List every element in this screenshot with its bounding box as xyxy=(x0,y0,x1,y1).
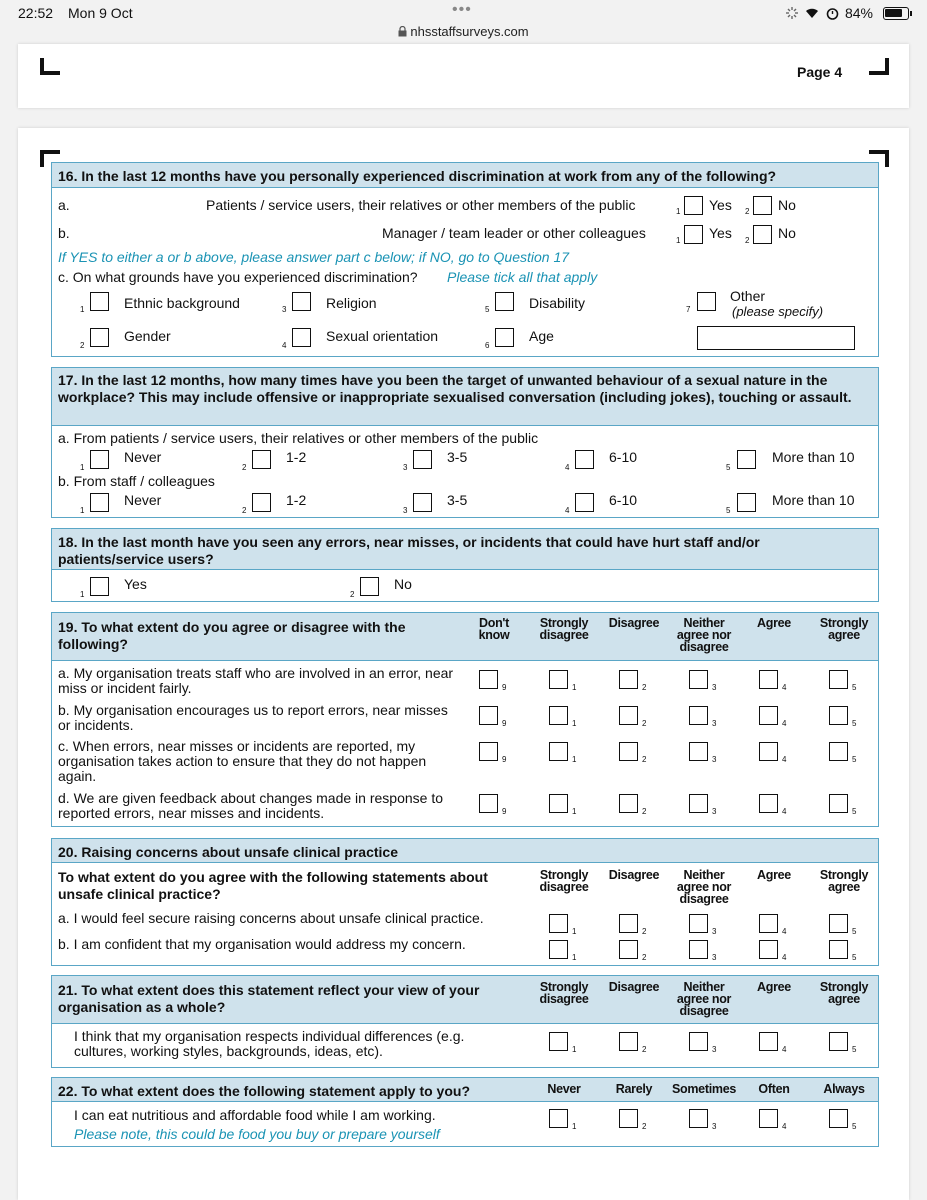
q16-a-no-label: No xyxy=(778,197,796,213)
q17-b-6-10-checkbox[interactable] xyxy=(575,493,594,512)
q17-a-1-2-checkbox[interactable] xyxy=(252,450,271,469)
q22-col-never: Never xyxy=(547,1082,581,1096)
q22-option-code: 3 xyxy=(712,1122,717,1131)
q22-note: Please note, this could be food you buy or prepare yourself xyxy=(74,1126,440,1142)
q19-option-code: 2 xyxy=(642,719,647,728)
q21-row1-option1-checkbox[interactable] xyxy=(549,1032,568,1051)
q19-item-d: d. We are given feedback about changes made in response to reported errors, near misses and incidents. xyxy=(58,790,443,821)
q19-option-code: 3 xyxy=(712,683,717,692)
q19-option-code: 9 xyxy=(502,755,507,764)
q19-row2-option5-checkbox[interactable] xyxy=(829,706,848,725)
q20-col-agree: Agree xyxy=(757,868,791,882)
q17-b-3-5-label: 3-5 xyxy=(447,492,468,508)
q20-row2-option3-checkbox[interactable] xyxy=(689,940,708,959)
q20-row1-option4-checkbox[interactable] xyxy=(759,914,778,933)
q17-a-never-checkbox[interactable] xyxy=(90,450,109,469)
q20-item-a: a. I would feel secure raising concerns about unsafe clinical practice. xyxy=(58,910,484,926)
q20-row2-option2-checkbox[interactable] xyxy=(619,940,638,959)
q19-title: 19. To what extent do you agree or disagree with the following? xyxy=(58,619,406,652)
question-18: 18. In the last month have you seen any errors, near misses, or incidents that could have hurt staff and/or patients/service users? 1 Yes 2 No xyxy=(51,528,879,602)
q20-row2-option4-checkbox[interactable] xyxy=(759,940,778,959)
question-22 xyxy=(51,1077,879,1147)
q22-row1-option3-checkbox[interactable] xyxy=(689,1109,708,1128)
q17-b-text: b. From staff / colleagues xyxy=(58,473,215,489)
q17-b-more-than-10-label: More than 10 xyxy=(772,492,855,508)
q20-option-code: 2 xyxy=(642,953,647,962)
q17-b-never-label: Never xyxy=(124,492,162,508)
q19-col-dont-know: Don't know xyxy=(478,616,510,642)
q19-option-code: 4 xyxy=(782,719,787,728)
q20-col-strongly-disagree: Strongly disagree xyxy=(539,868,589,894)
q21-item: I think that my organisation respects individual differences (e.g. cultures, working styles, backgrounds, ideas, etc). xyxy=(74,1028,465,1059)
ground-age-checkbox[interactable] xyxy=(495,328,514,347)
q21-option-code: 4 xyxy=(782,1045,787,1054)
q19-row4-option4-checkbox[interactable] xyxy=(759,794,778,813)
q19-row1-option5-checkbox[interactable] xyxy=(829,670,848,689)
q19-row3-option1-checkbox[interactable] xyxy=(549,742,568,761)
ground-other-label: Other xyxy=(730,288,766,304)
ground-disability-checkbox[interactable] xyxy=(495,292,514,311)
other-specify-field[interactable] xyxy=(697,326,855,350)
page-3-bottom xyxy=(18,44,909,108)
battery-percent: 84% xyxy=(844,5,873,21)
q16-b-yes-label: Yes xyxy=(709,225,732,241)
ground-ethnic-checkbox[interactable] xyxy=(90,292,109,311)
q21-row1-option2-checkbox[interactable] xyxy=(619,1032,638,1051)
q18-no-checkbox[interactable] xyxy=(360,577,379,596)
status-date: Mon 9 Oct xyxy=(68,5,133,21)
q21-col-strongly-agree: Strongly agree xyxy=(819,980,869,1006)
ground-sexual-orientation-checkbox[interactable] xyxy=(292,328,311,347)
question-16: 16. In the last 12 months have you personally experienced discrimination at work from any of the following? a. Patients / service users, their relatives or other members of the public 1 Yes 2 No b. Manager / team leader or other colleagues 1 Yes 2 No If YES to either a or b above, please answer part c below; if NO, go to Question 17 c. On what grounds have you experienced discrimination? Please tick all that apply 1 Ethnic background 2 Gender 3 Religion 4 Sexual orientation 5 Disability 6 Age 7 Other (please specify) xyxy=(51,162,879,357)
q17-a-more-than-10-checkbox[interactable] xyxy=(737,450,756,469)
q19-option-code: 3 xyxy=(712,755,717,764)
url-text: nhsstaffsurveys.com xyxy=(410,24,529,39)
lock-icon xyxy=(398,26,407,37)
q19-row3-option3-checkbox[interactable] xyxy=(689,742,708,761)
q20-option-code: 4 xyxy=(782,927,787,936)
q22-col-always: Always xyxy=(823,1082,865,1096)
q16-a-yes-checkbox[interactable] xyxy=(684,196,703,215)
ground-other-hint: (please specify) xyxy=(732,304,824,319)
loading-icon xyxy=(786,7,798,19)
q16-a-yes-label: Yes xyxy=(709,197,732,213)
q17-title: 17. In the last 12 months, how many times have you been the target of unwanted behaviour of a sexual nature in the workplace? This may include offensive or inappropriate sexualised conversation (including jokes), touching or assault. xyxy=(58,372,852,405)
q16-a-no-checkbox[interactable] xyxy=(753,196,772,215)
question-17: 17. In the last 12 months, how many times have you been the target of unwanted behaviour of a sexual nature in the workplace? This may include offensive or inappropriate sexualised conversation (including jokes), touching or assault. a. From patients / service users, their relatives or other members of the public b. From staff / colleagues 1 Never 2 1-2 3 3-5 4 6-10 5 More than 10 1 Never 2 1-2 3 3-5 4 6-10 5 More than 10 xyxy=(51,367,879,518)
q17-b-never-checkbox[interactable] xyxy=(90,493,109,512)
question-19 xyxy=(51,612,879,827)
q21-row1-option4-checkbox[interactable] xyxy=(759,1032,778,1051)
q21-col-strongly-disagree: Strongly disagree xyxy=(539,980,589,1006)
address-bar[interactable] xyxy=(0,24,927,39)
q20-option-code: 4 xyxy=(782,953,787,962)
q19-row4-option9-checkbox[interactable] xyxy=(479,794,498,813)
q19-option-code: 4 xyxy=(782,755,787,764)
q17-b-more-than-10-checkbox[interactable] xyxy=(737,493,756,512)
q20-option-code: 2 xyxy=(642,927,647,936)
q20-item-b: b. I am confident that my organisation would address my concern. xyxy=(58,936,466,952)
q22-col-often: Often xyxy=(758,1082,790,1096)
q17-b-6-10-label: 6-10 xyxy=(609,492,638,508)
ground-ethnic-label: Ethnic background xyxy=(124,295,240,311)
q16-a-text: Patients / service users, their relatives or other members of the public xyxy=(206,197,636,213)
q22-col-rarely: Rarely xyxy=(615,1082,653,1096)
q21-option-code: 1 xyxy=(572,1045,577,1054)
q19-col-strongly-agree: Strongly agree xyxy=(819,616,869,642)
q21-row1-option5-checkbox[interactable] xyxy=(829,1032,848,1051)
q19-row3-option9-checkbox[interactable] xyxy=(479,742,498,761)
q17-b-1-2-checkbox[interactable] xyxy=(252,493,271,512)
q16-b-no-label: No xyxy=(778,225,796,241)
q19-option-code: 1 xyxy=(572,755,577,764)
q19-item-b: b. My organisation encourages us to report errors, near misses or incidents. xyxy=(58,702,448,733)
q22-item: I can eat nutritious and affordable food while I am working. xyxy=(74,1107,436,1123)
ground-disability-label: Disability xyxy=(529,295,586,311)
crop-mark xyxy=(869,58,889,75)
q20-col-disagree: Disagree xyxy=(608,868,660,882)
q19-row4-option3-checkbox[interactable] xyxy=(689,794,708,813)
q22-option-code: 4 xyxy=(782,1122,787,1131)
q19-row2-option2-checkbox[interactable] xyxy=(619,706,638,725)
q20-option-code: 5 xyxy=(852,927,857,936)
q16-c-text: c. On what grounds have you experienced discrimination? xyxy=(58,269,418,285)
q19-option-code: 4 xyxy=(782,683,787,692)
q20-row2-option1-checkbox[interactable] xyxy=(549,940,568,959)
q19-col-neither: Neither agree nor disagree xyxy=(676,616,732,654)
q19-row1-option3-checkbox[interactable] xyxy=(689,670,708,689)
browser-more-icon[interactable]: ••• xyxy=(452,1,472,18)
q22-row1-option4-checkbox[interactable] xyxy=(759,1109,778,1128)
ground-other-checkbox[interactable] xyxy=(697,292,716,311)
q20-option-code: 3 xyxy=(712,927,717,936)
q20-subtitle: To what extent do you agree with the following statements about unsafe clinical practice? xyxy=(58,869,488,902)
q19-option-code: 5 xyxy=(852,755,857,764)
question-21 xyxy=(51,975,879,1068)
q20-row1-option1-checkbox[interactable] xyxy=(549,914,568,933)
q22-title: 22. To what extent does the following statement apply to you? xyxy=(58,1083,471,1099)
q17-a-6-10-label: 6-10 xyxy=(609,449,638,465)
q21-row1-option3-checkbox[interactable] xyxy=(689,1032,708,1051)
q22-row1-option2-checkbox[interactable] xyxy=(619,1109,638,1128)
q22-option-code: 1 xyxy=(572,1122,577,1131)
q21-col-neither: Neither agree nor disagree xyxy=(676,980,732,1018)
q21-col-agree: Agree xyxy=(757,980,791,994)
q17-a-6-10-checkbox[interactable] xyxy=(575,450,594,469)
q19-option-code: 9 xyxy=(502,719,507,728)
q19-row3-option2-checkbox[interactable] xyxy=(619,742,638,761)
q16-b-letter: b. xyxy=(58,225,70,241)
q19-row1-option2-checkbox[interactable] xyxy=(619,670,638,689)
ground-age-label: Age xyxy=(529,328,554,344)
q19-row2-option9-checkbox[interactable] xyxy=(479,706,498,725)
q17-a-3-5-label: 3-5 xyxy=(447,449,468,465)
status-bar xyxy=(0,0,927,26)
ground-religion-label: Religion xyxy=(326,295,377,311)
q19-option-code: 3 xyxy=(712,807,717,816)
ground-gender-checkbox[interactable] xyxy=(90,328,109,347)
q20-row1-option2-checkbox[interactable] xyxy=(619,914,638,933)
q19-option-code: 3 xyxy=(712,719,717,728)
q16-a-letter: a. xyxy=(58,197,70,213)
q19-row3-option5-checkbox[interactable] xyxy=(829,742,848,761)
q16-b-yes-checkbox[interactable] xyxy=(684,225,703,244)
q19-option-code: 5 xyxy=(852,807,857,816)
page-number: Page 4 xyxy=(797,64,843,80)
q18-no-label: No xyxy=(394,576,412,592)
q22-option-code: 5 xyxy=(852,1122,857,1131)
q19-option-code: 2 xyxy=(642,683,647,692)
q19-option-code: 5 xyxy=(852,719,857,728)
q19-option-code: 2 xyxy=(642,807,647,816)
q19-option-code: 1 xyxy=(572,719,577,728)
q22-option-code: 2 xyxy=(642,1122,647,1131)
q19-option-code: 5 xyxy=(852,683,857,692)
q21-option-code: 2 xyxy=(642,1045,647,1054)
q17-b-3-5-checkbox[interactable] xyxy=(413,493,432,512)
q20-col-neither: Neither agree nor disagree xyxy=(676,868,732,906)
q16-c-hint: Please tick all that apply xyxy=(447,269,598,285)
q19-row1-option9-checkbox[interactable] xyxy=(479,670,498,689)
q17-a-3-5-checkbox[interactable] xyxy=(413,450,432,469)
q19-col-strongly-disagree: Strongly disagree xyxy=(539,616,589,642)
q20-title: 20. Raising concerns about unsafe clinical practice xyxy=(58,844,399,860)
q16-b-no-checkbox[interactable] xyxy=(753,225,772,244)
q19-row2-option4-checkbox[interactable] xyxy=(759,706,778,725)
ground-sexual-orientation-label: Sexual orientation xyxy=(326,328,439,344)
q18-title: 18. In the last month have you seen any errors, near misses, or incidents that could have hurt staff and/or patients/service users? xyxy=(58,534,760,567)
q19-item-a: a. My organisation treats staff who are involved in an error, near miss or incident fairly. xyxy=(58,665,454,696)
crop-mark xyxy=(40,58,60,75)
q21-option-code: 3 xyxy=(712,1045,717,1054)
q19-option-code: 2 xyxy=(642,755,647,764)
q19-row4-option2-checkbox[interactable] xyxy=(619,794,638,813)
q20-row1-option5-checkbox[interactable] xyxy=(829,914,848,933)
q20-option-code: 1 xyxy=(572,953,577,962)
q19-row1-option1-checkbox[interactable] xyxy=(549,670,568,689)
q17-a-text: a. From patients / service users, their relatives or other members of the public xyxy=(58,430,539,446)
q19-option-code: 1 xyxy=(572,683,577,692)
q21-title: 21. To what extent does this statement reflect your view of your organisation as a whole? xyxy=(58,982,480,1015)
q17-a-more-than-10-label: More than 10 xyxy=(772,449,855,465)
q16-title: 16. In the last 12 months have you personally experienced discrimination at work from any of the following? xyxy=(58,168,777,184)
question-20 xyxy=(51,838,879,966)
q19-row3-option4-checkbox[interactable] xyxy=(759,742,778,761)
status-time: 22:52 xyxy=(18,5,54,21)
q20-option-code: 3 xyxy=(712,953,717,962)
q18-yes-label: Yes xyxy=(124,576,147,592)
q19-option-code: 9 xyxy=(502,683,507,692)
q19-row4-option5-checkbox[interactable] xyxy=(829,794,848,813)
q19-option-code: 9 xyxy=(502,807,507,816)
q17-a-1-2-label: 1-2 xyxy=(286,449,307,465)
q20-row2-option5-checkbox[interactable] xyxy=(829,940,848,959)
q22-row1-option1-checkbox[interactable] xyxy=(549,1109,568,1128)
q16-b-text: Manager / team leader or other colleagues xyxy=(382,225,646,241)
q21-col-disagree: Disagree xyxy=(608,980,660,994)
q20-col-strongly-agree: Strongly agree xyxy=(819,868,869,894)
q17-a-never-label: Never xyxy=(124,449,162,465)
ground-religion-checkbox[interactable] xyxy=(292,292,311,311)
q20-option-code: 5 xyxy=(852,953,857,962)
ground-gender-label: Gender xyxy=(124,328,171,344)
q19-row1-option4-checkbox[interactable] xyxy=(759,670,778,689)
q19-option-code: 4 xyxy=(782,807,787,816)
q16-instruction: If YES to either a or b above, please answer part c below; if NO, go to Question 17 xyxy=(58,249,570,265)
q21-option-code: 5 xyxy=(852,1045,857,1054)
battery-icon xyxy=(883,7,909,20)
q22-col-sometimes: Sometimes xyxy=(672,1082,736,1096)
wifi-icon xyxy=(804,7,820,19)
q19-row2-option1-checkbox[interactable] xyxy=(549,706,568,725)
q17-b-1-2-label: 1-2 xyxy=(286,492,307,508)
q19-col-disagree: Disagree xyxy=(608,616,660,630)
q19-option-code: 1 xyxy=(572,807,577,816)
alarm-icon xyxy=(826,7,839,20)
q20-row1-option3-checkbox[interactable] xyxy=(689,914,708,933)
q19-col-agree: Agree xyxy=(757,616,791,630)
q19-row4-option1-checkbox[interactable] xyxy=(549,794,568,813)
q22-row1-option5-checkbox[interactable] xyxy=(829,1109,848,1128)
q19-item-c: c. When errors, near misses or incidents are reported, my organisation takes action to ensure that they do not happen again. xyxy=(58,738,427,784)
q19-row2-option3-checkbox[interactable] xyxy=(689,706,708,725)
q20-option-code: 1 xyxy=(572,927,577,936)
q18-yes-checkbox[interactable] xyxy=(90,577,109,596)
